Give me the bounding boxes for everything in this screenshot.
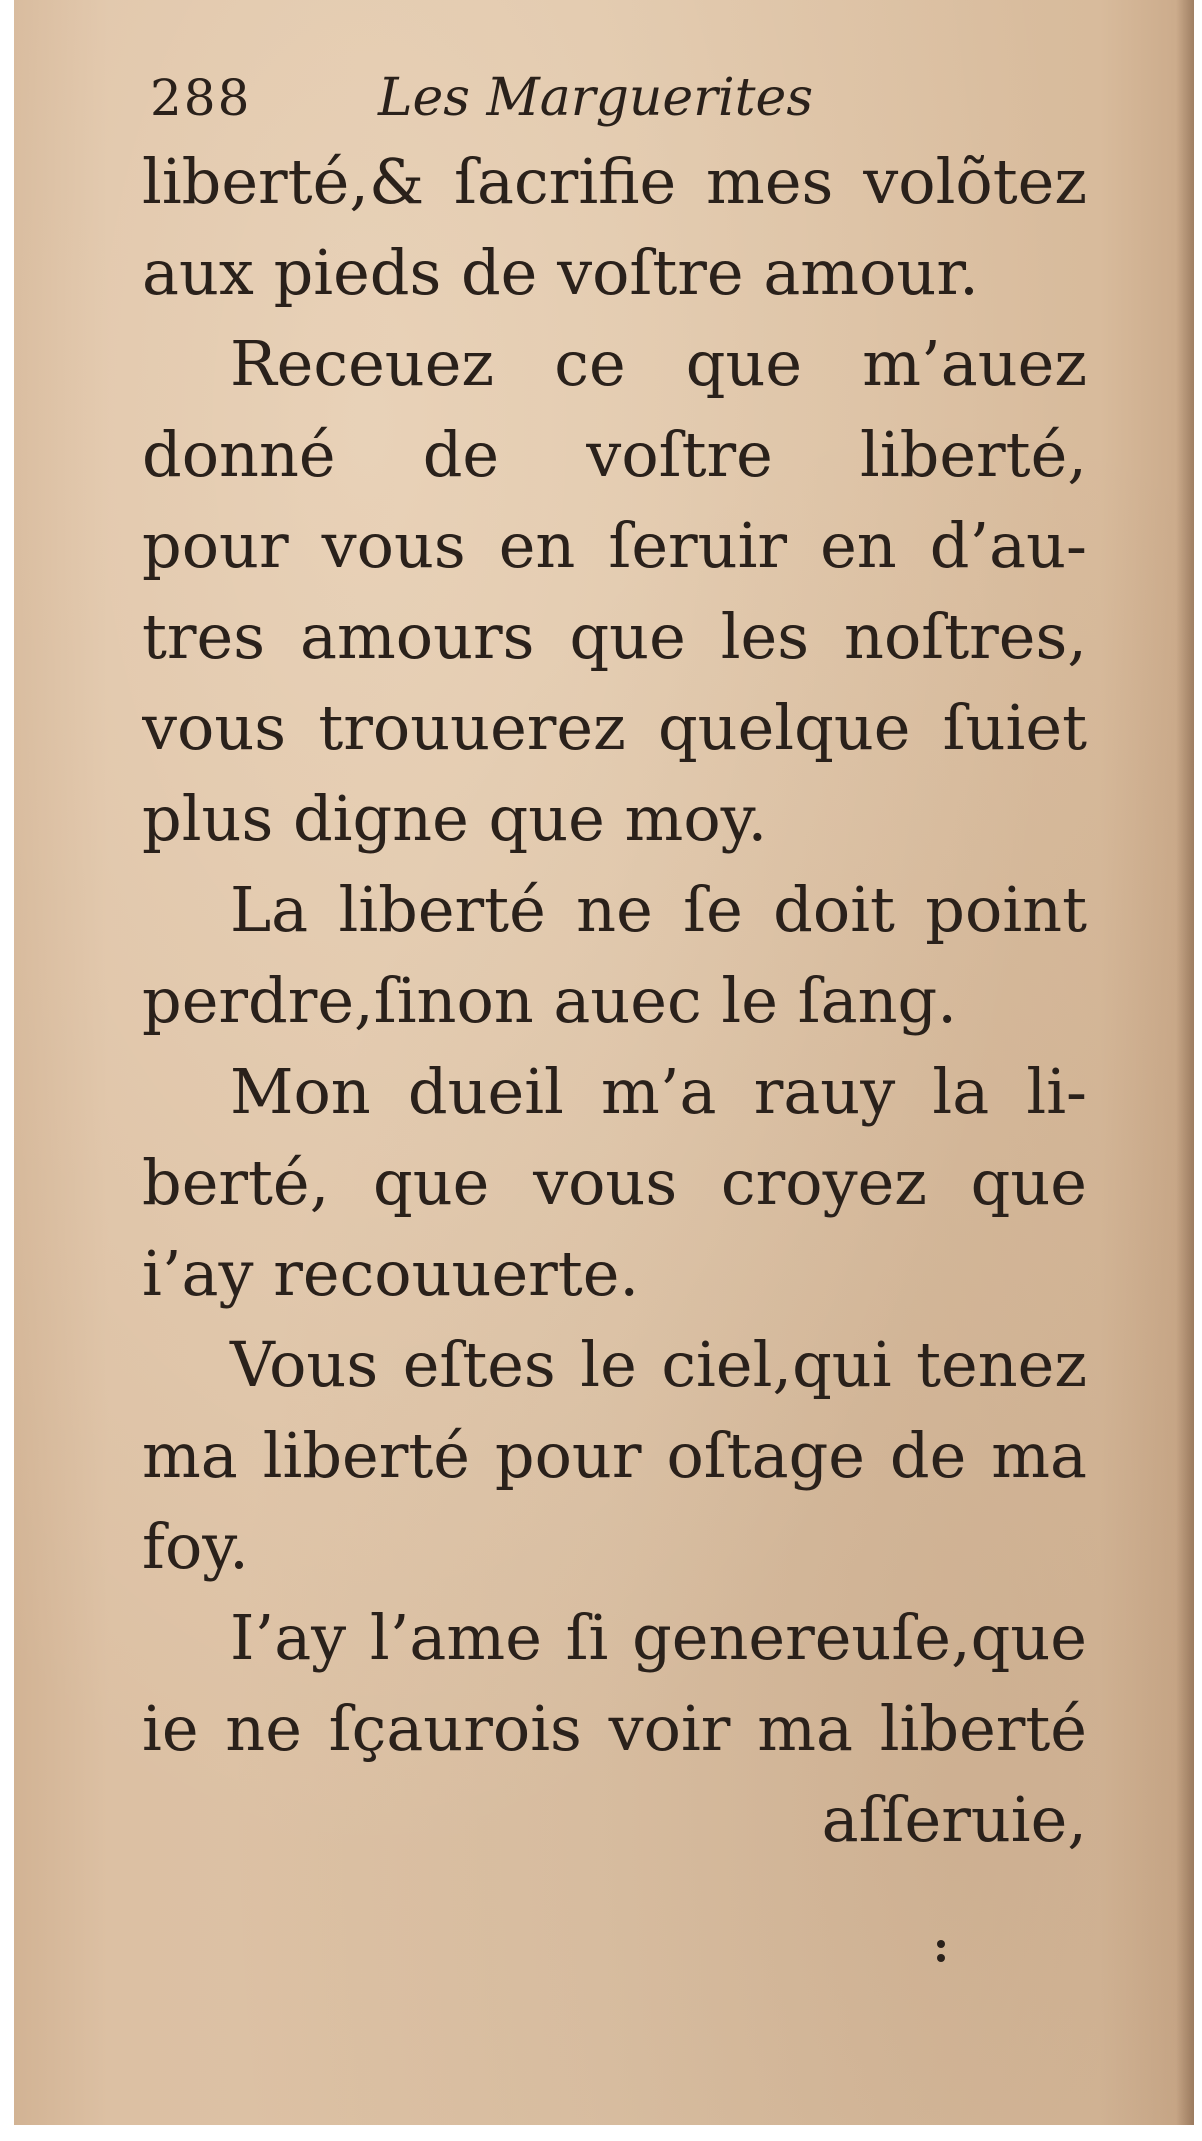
text-line: ie ne ſçaurois voir ma liberté	[142, 1692, 1087, 1765]
text-line: perdre,ſinon auec le ſang.	[142, 964, 957, 1037]
catchword: aſſeruie,	[821, 1783, 1087, 1856]
body-text	[142, 136, 1087, 1865]
text-line: vous trouuerez quelque ſuiet	[142, 691, 1087, 764]
text-line: pour vous en ſeruir en d’au-	[142, 509, 1087, 582]
page-gutter-shadow	[1176, 0, 1194, 2125]
text-line: Receuez ce que m’auez	[230, 327, 1087, 400]
text-line: berté, que vous croyez que	[142, 1146, 1087, 1219]
text-line: I’ay l’ame ſi genereuſe,que	[230, 1601, 1087, 1674]
text-line: liberté,& ſacrifie mes volõtez	[142, 145, 1087, 218]
printer-mark-icon	[936, 1938, 946, 1968]
text-line: La liberté ne ſe doit point	[230, 873, 1087, 946]
page-text-block	[142, 52, 1087, 1865]
running-head	[142, 52, 1087, 136]
text-line: tres amours que les noſtres,	[142, 600, 1087, 673]
text-line: Mon dueil m’a rauy la li-	[230, 1055, 1087, 1128]
text-line: ma liberté pour oſtage de ma	[142, 1419, 1087, 1492]
text-line: i’ay recouuerte.	[142, 1237, 640, 1310]
text-line: donné de voſtre liberté,	[142, 418, 1087, 491]
text-line: Vous eſtes le ciel,qui tenez	[230, 1328, 1087, 1401]
page-number: 288	[150, 69, 252, 127]
book-page	[14, 0, 1194, 2125]
running-title: Les Marguerites	[378, 68, 814, 128]
text-line: foy.	[142, 1510, 249, 1583]
text-line: aux pieds de voſtre amour.	[142, 236, 979, 309]
text-line: plus digne que moy.	[142, 782, 768, 855]
